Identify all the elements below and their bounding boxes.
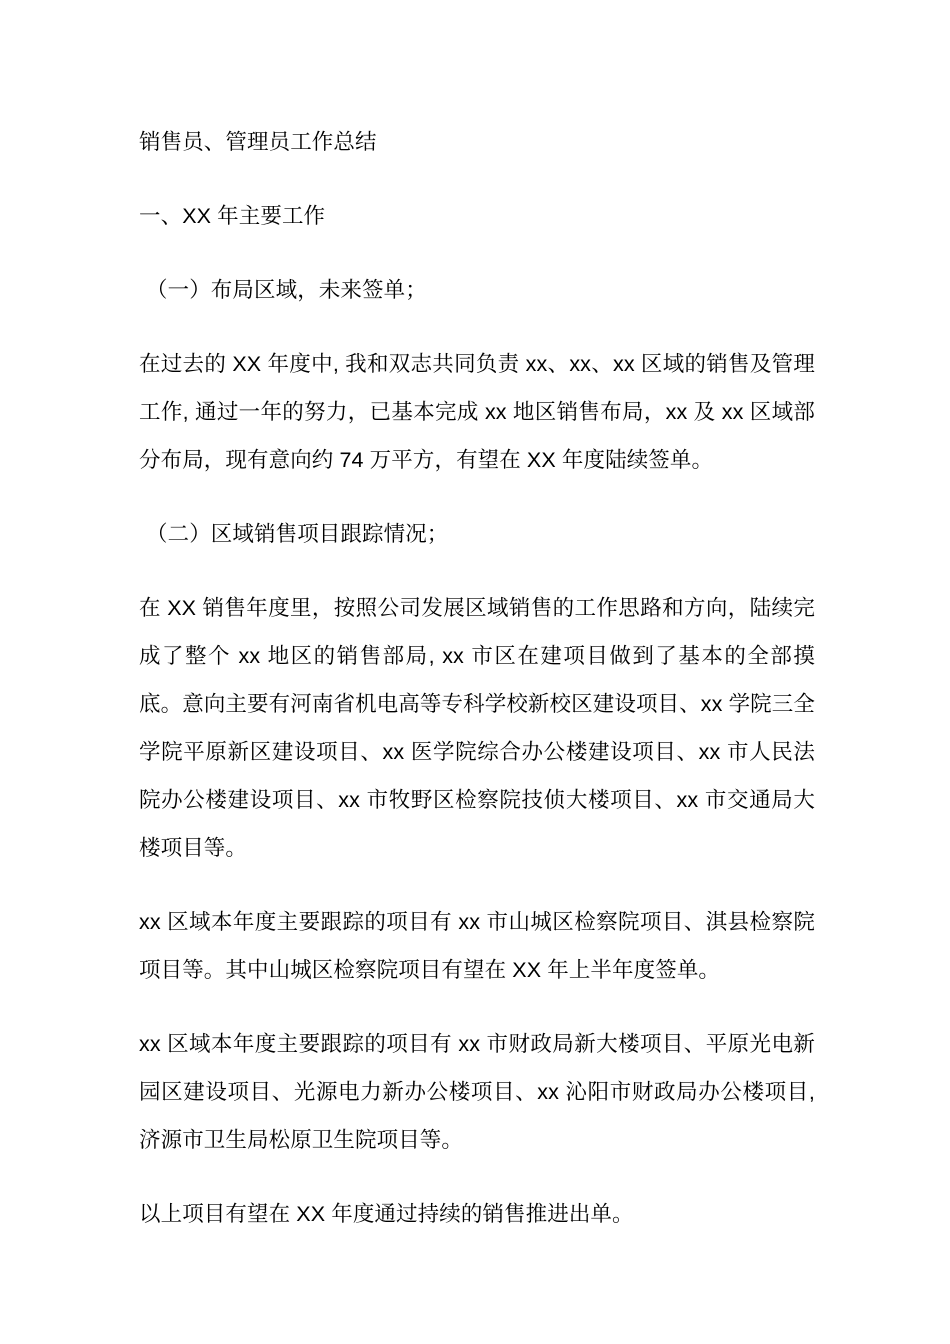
paragraph-region-sales-management: 在过去的 XX 年度中, 我和双志共同负责 xx、xx、xx 区域的销售及管理工作, 通过一年的努力，已基本完成 xx 地区销售布局，xx 及 xx 区域部分布局，现有意向约 74 万平方，有望在 XX 年度陆续签单。 — [139, 352, 815, 472]
subheading-project-tracking: （二）区域销售项目跟踪情况； — [146, 522, 449, 546]
subheading-layout-region: （一）布局区域，未来签单； — [146, 278, 427, 302]
paragraph-closing-outlook: 以上项目有望在 XX 年度通过持续的销售推进出单。 — [139, 1202, 634, 1226]
document-body — [139, 118, 815, 1238]
section-heading-year-main-work: 一、XX 年主要工作 — [139, 204, 326, 228]
document-title: 销售员、管理员工作总结 — [139, 130, 377, 154]
paragraph-shancheng-procuratorate: xx 区域本年度主要跟踪的项目有 xx 市山城区检察院项目、淇县检察院项目等。其中山城区检察院项目有望在 XX 年上半年度签单。 — [139, 910, 815, 982]
paragraph-finance-bureau-projects: xx 区域本年度主要跟踪的项目有 xx 市财政局新大楼项目、平原光电新园区建设项目、光源电力新办公楼项目、xx 沁阳市财政局办公楼项目, 济源市卫生局松原卫生院项目等。 — [139, 1032, 815, 1152]
paragraph-sales-layout-projects: 在 XX 销售年度里，按照公司发展区域销售的工作思路和方向，陆续完成了整个 xx 地区的销售部局, xx 市区在建项目做到了基本的全部摸底。意向主要有河南省机电高等专科学校新校区建设项目、xx 学院三全学院平原新区建设项目、xx 医学院综合办公楼建设项目、xx 市人民法院办公楼建设项目、xx 市牧野区检察院技侦大楼项目、xx 市交通局大楼项目等。 — [139, 596, 815, 860]
